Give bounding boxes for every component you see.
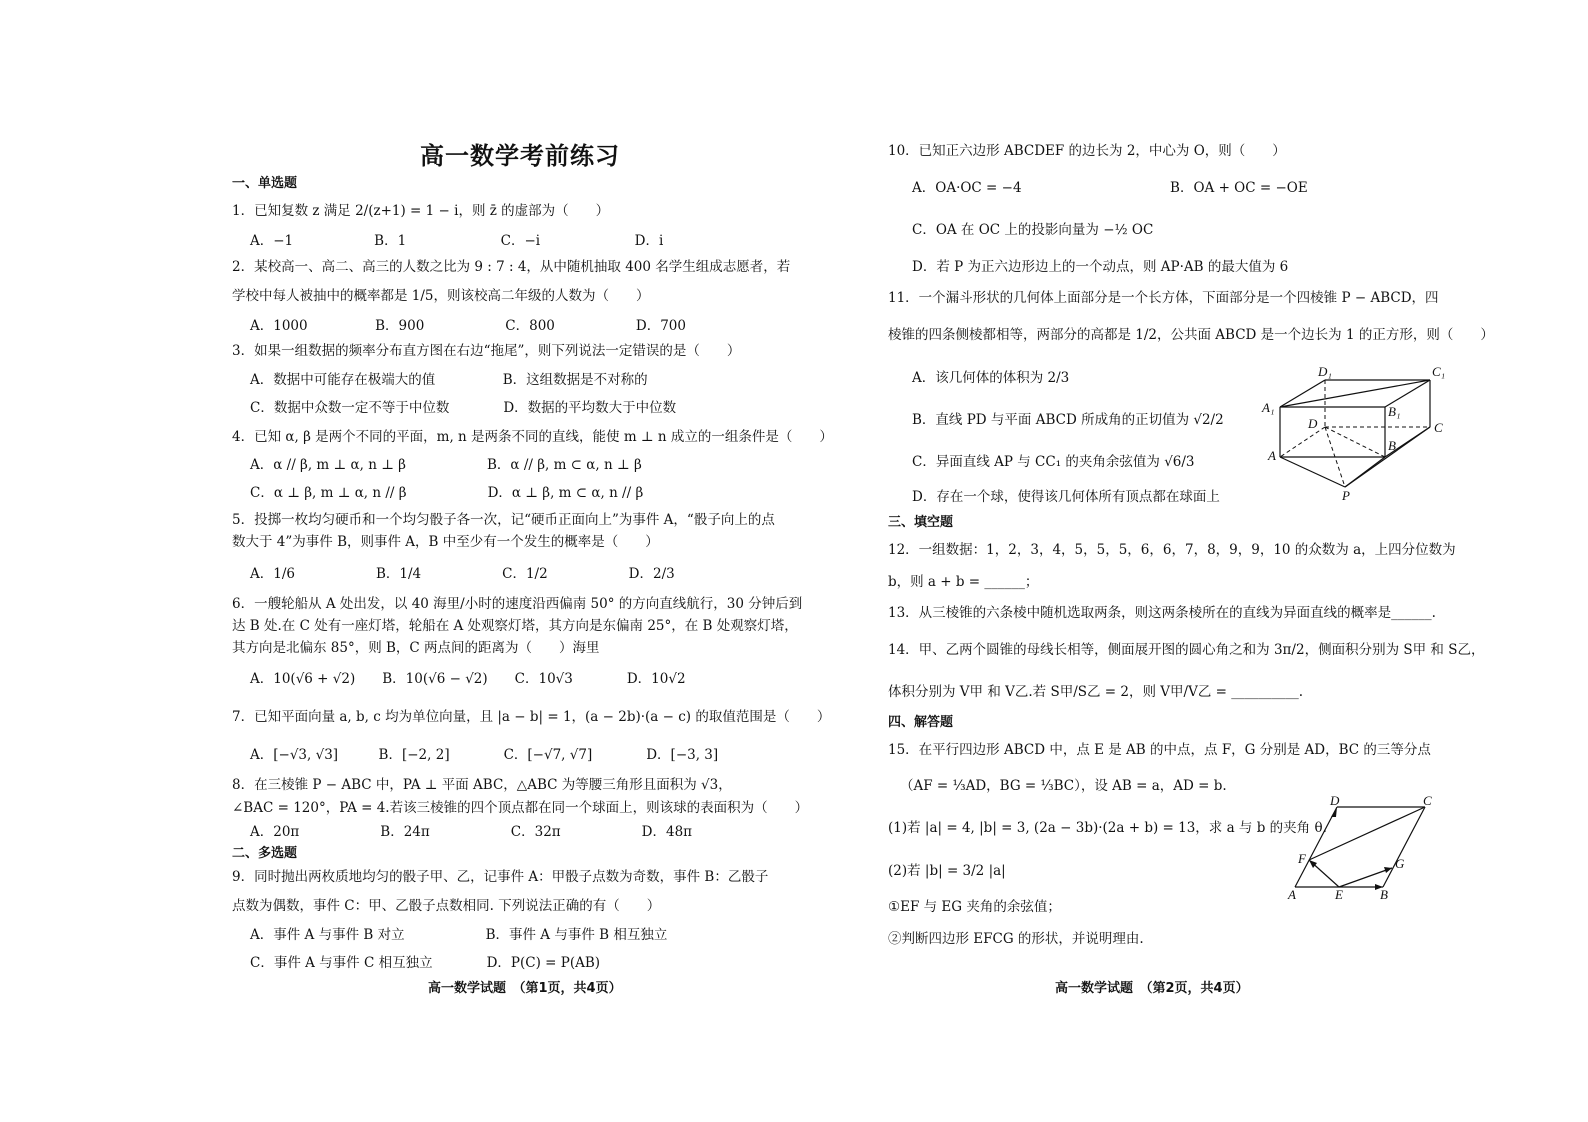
label-D: D [1330,795,1340,808]
left-line: 点数为偶数，事件 C：甲、乙骰子点数相同. 下列说法正确的有（ ） [232,898,661,914]
left-line: C．事件 A 与事件 C 相互独立 D．P(C) = P(AB) [250,955,601,971]
prism-pyramid-figure [1250,362,1450,502]
label-A: A [1288,887,1296,902]
left-line: 3．如果一组数据的频率分布直方图在右边“拖尾”，则下列说法一定错误的是（ ） [232,343,741,359]
left-line: 学校中每人被抽中的概率都是 1/5，则该校高二年级的人数为（ ） [232,288,650,304]
left-line: 8．在三棱锥 P − ABC 中，PA ⊥ 平面 ABC，△ABC 为等腰三角形且面积为 √3， [232,777,732,793]
left-line: A．10(√6 + √2) B．10(√6 − √2) C．10√3 D．10√2 [250,671,686,687]
right-line: 体积分别为 V甲 和 V乙.若 S甲/S乙 = 2，则 V甲/V乙 = __________. [888,684,1304,700]
left-line: C．α ⊥ β, m ⊥ α, n // β D．α ⊥ β, m ⊂ α, n // β [250,485,644,501]
left-line: 其方向是北偏东 85°，则 B，C 两点间的距离为（ ）海里 [232,640,600,656]
left-line: 5．投掷一枚均匀硬币和一个均匀骰子各一次，记“硬币正面向上”为事件 A，“骰子向上的点 [232,512,775,528]
left-line: 2．某校高一、高二、高三的人数之比为 9 : 7 : 4，从中随机抽取 400 名学生组成志愿者，若 [232,259,791,275]
right-page [800,0,1588,1122]
right-line: B．直线 PD 与平面 ABCD 所成角的正切值为 √2/2 [912,412,1224,428]
label-C: C [1423,795,1432,808]
label-G: G [1395,856,1405,871]
left-line: A．1/6 B．1/4 C．1/2 D．2/3 [250,566,675,582]
left-line: A．α // β, m ⊥ α, n ⊥ β B．α // β, m ⊂ α, n ⊥ β [250,457,642,473]
right-line: 10．已知正六边形 ABCDEF 的边长为 2，中心为 O，则（ ） [888,143,1286,159]
right-line: 棱锥的四条侧棱都相等，两部分的高都是 1/2，公共面 ABCD 是一个边长为 1 的正方形，则（ ） [888,327,1494,343]
label-c: C [1434,420,1443,435]
right-line: 15．在平行四边形 ABCD 中，点 E 是 AB 的中点，点 F，G 分别是 AD，BC 的三等分点 [888,742,1431,758]
right-line: ①EF 与 EG 夹角的余弦值； [888,899,1061,915]
left-line: 一、单选题 [232,176,298,191]
right-line: 12．一组数据：1，2，3，4，5，5，5，6，6，7，8，9，9，10 的众数为 a，上四分位数为 [888,542,1456,558]
label-F: F [1298,851,1306,866]
left-line: ∠BAC = 120°，PA = 4.若该三棱锥的四个顶点都在同一个球面上，则该球的表面积为（ ） [232,800,809,816]
label-a1: A₁ [1262,400,1275,415]
right-line: A．该几何体的体积为 2/3 [912,370,1070,386]
right-line: 14．甲、乙两个圆锥的母线长相等，侧面展开图的圆心角之和为 3π/2，侧面积分别为 S甲 和 S乙， [888,642,1485,658]
label-B: B [1380,887,1388,902]
left-footer: 高一数学试题 （第1页，共4页） [428,981,622,996]
right-line: 11．一个漏斗形状的几何体上面部分是一个长方体，下面部分是一个四棱锥 P − ABCD，四 [888,290,1439,306]
right-line: C．异面直线 AP 与 CC₁ 的夹角余弦值为 √6/3 [912,454,1195,470]
right-line: 四、解答题 [888,715,954,730]
left-line: A．20π B．24π C．32π D．48π [250,824,693,840]
left-line: A．[−√3, √3] B．[−2, 2] C．[−√7, √7] D．[−3, 3] [250,747,719,763]
page-title: 高一数学考前练习 [420,142,620,170]
parallelogram-figure [1280,795,1440,905]
left-line: 数大于 4”为事件 B，则事件 A，B 中至少有一个发生的概率是（ ） [232,534,659,550]
label-d1: D₁ [1318,364,1332,379]
left-line: A．−1 B．1 C．−i D．i [250,233,664,249]
left-line: 7．已知平面向量 a, b, c 均为单位向量，且 |a − b| = 1，(a − 2b)·(a − c) 的取值范围是（ ） [232,709,831,725]
left-line: 达 B 处.在 C 处有一座灯塔，轮船在 A 处观察灯塔，其方向是东偏南 25°，在 B 处观察灯塔， [232,618,798,634]
right-line: （AF = ⅓AD，BG = ⅓BC），设 AB = a，AD = b. [900,778,1227,794]
label-a: A [1268,448,1276,463]
left-line: C．数据中众数一定不等于中位数 D．数据的平均数大于中位数 [250,400,677,416]
label-c1: C₁ [1432,364,1446,379]
left-line: A．1000 B．900 C．800 D．700 [250,318,686,334]
left-line: 9．同时抛出两枚质地均匀的骰子甲、乙，记事件 A：甲骰子点数为奇数，事件 B：乙骰子 [232,869,769,885]
label-E: E [1335,887,1343,902]
right-line: 13．从三棱锥的六条棱中随机选取两条，则这两条棱所在的直线为异面直线的概率是______. [888,605,1436,621]
right-line: D．若 P 为正六边形边上的一个动点，则 AP·AB 的最大值为 6 [912,259,1289,275]
right-line: (2)若 |b| = 3/2 |a| [888,863,1006,879]
right-line: D．存在一个球，使得该几何体所有顶点都在球面上 [912,489,1220,505]
right-line: b，则 a + b = ______； [888,574,1039,590]
right-line: (1)若 |a| = 4, |b| = 3, (2a − 3b)·(2a + b) = 13，求 a 与 b 的夹角 θ. [888,820,1327,836]
left-line: A．事件 A 与事件 B 对立 B．事件 A 与事件 B 相互独立 [250,927,668,943]
label-b1: B₁ [1388,404,1401,419]
label-p: P [1342,488,1350,502]
label-b: B [1388,438,1396,453]
right-line: ②判断四边形 EFCG 的形状，并说明理由. [888,931,1144,947]
left-line: 4．已知 α, β 是两个不同的平面，m, n 是两条不同的直线，能使 m ⊥ n 成立的一组条件是（ ） [232,429,833,445]
right-line: 三、填空题 [888,515,954,530]
left-line: 1．已知复数 z 满足 2/(z+1) = 1 − i，则 z̄ 的虚部为（ ） [232,203,610,219]
label-d: D [1308,416,1318,431]
left-line: 6．一艘轮船从 A 处出发，以 40 海里/小时的速度沿西偏南 50° 的方向直线航行，30 分钟后到 [232,596,803,612]
right-line: A．OA·OC = −4 B．OA + OC = −OE [912,180,1308,196]
left-line: 二、多选题 [232,846,298,861]
left-line: A．数据中可能存在极端大的值 B．这组数据是不对称的 [250,372,648,388]
right-line: C．OA 在 OC 上的投影向量为 −½ OC [912,222,1154,238]
right-footer: 高一数学试题 （第2页，共4页） [1055,981,1249,996]
